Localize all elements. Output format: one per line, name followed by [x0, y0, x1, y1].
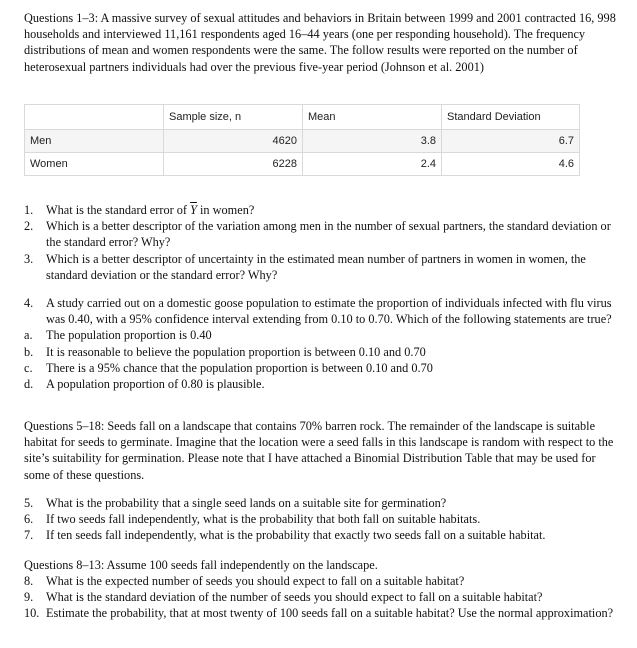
option-item [24, 360, 614, 376]
header-sample-size: Sample size, n [164, 105, 303, 130]
option-letter: b. [24, 344, 34, 359]
cell-mean: 3.8 [303, 130, 442, 153]
question-text: A study carried out on a domestic goose population to estimate the proportion of individuals infected with flu virus was 0.40, with a 95% confidence interval extending from 0.10 to 0.70. Which of the following statements are true? [46, 296, 612, 327]
option-letter: a. [24, 328, 33, 343]
question-text: If two seeds fall independently, what is the probability that both fall on suitable habitats. [46, 512, 481, 527]
table-row [25, 130, 580, 153]
table-header-row [25, 105, 580, 130]
list-item [24, 295, 614, 327]
seeds-intro-paragraph: Questions 5–18: Seeds fall on a landscape that contains 70% barren rock. The remainder of the landscape is suitable habitat for seeds to germinate. Imagine that the location were a seed falls in this landscape is random with respect to the site’s suitability for germination. Please note that I have attached a Binomial Distribution Table that may be used for some of these questions. [24, 419, 614, 482]
option-letter: c. [24, 360, 33, 375]
question-text [46, 202, 614, 218]
stats-table [24, 104, 580, 176]
header-group [25, 105, 164, 130]
questions-5-7 [24, 495, 614, 544]
intro-paragraph: Questions 1–3: A massive survey of sexual attitudes and behaviors in Britain between 1999 and 2001 contracted 16, 998 households and interviewed 11,161 respondents aged 16–44 years (one per responding household). The frequency distributions of mean and women respondents were the same. The follow results were reported on the number of heterosexual partners individuals had over the previous five-year period (Johnson et al. 2001) [24, 11, 616, 74]
cell-sd: 4.6 [442, 153, 580, 176]
question-text-post: in women? [196, 203, 255, 217]
cell-n: 6228 [164, 153, 303, 176]
header-mean: Mean [303, 105, 442, 130]
cell-sd: 6.7 [442, 130, 580, 153]
table-row [25, 153, 580, 176]
option-text: It is reasonable to believe the population proportion is between 0.10 and 0.70 [46, 344, 426, 359]
list-item [24, 218, 614, 250]
question-text: If ten seeds fall independently, what is the probability that exactly two seeds fall on a suitable habitat. [46, 528, 546, 543]
question-4 [24, 295, 614, 392]
question-number: 7. [24, 528, 34, 543]
questions-1-3 [24, 202, 614, 283]
option-text: There is a 95% chance that the population proportion is between 0.10 and 0.70 [46, 360, 433, 375]
questions-8-13-intro: Questions 8–13: Assume 100 seeds fall independently on the landscape. [24, 558, 378, 572]
question-text: What is the probability that a single seed lands on a suitable site for germination? [46, 496, 447, 510]
cell-n: 4620 [164, 130, 303, 153]
option-item [24, 344, 614, 360]
questions-8-10 [24, 573, 614, 622]
question-number: 8. [24, 574, 34, 588]
question-number: 9. [24, 590, 34, 605]
question-number: 6. [24, 512, 34, 527]
option-item [24, 376, 614, 392]
question-text: What is the expected number of seeds you should expect to fall on a suitable habitat? [46, 574, 465, 588]
option-text: The population proportion is 0.40 [46, 328, 212, 343]
y-bar-symbol: $\overline{Y}$ [190, 203, 197, 217]
question-text: Estimate the probability, that at most twenty of 100 seeds fall on a suitable habitat? Use the normal approximation? [46, 606, 614, 621]
question-number: 10. [24, 606, 40, 621]
list-item [24, 202, 614, 218]
list-item [24, 511, 614, 527]
cell-mean: 2.4 [303, 153, 442, 176]
list-item [24, 251, 614, 283]
option-letter: d. [24, 377, 34, 392]
question-number: 3. [24, 251, 34, 266]
question-number: 1. [24, 203, 34, 217]
question-text: Which is a better descriptor of the variation among men in the number of sexual partners, the standard deviation or the standard error? Why? [46, 219, 611, 250]
question-number: 4. [24, 296, 34, 310]
question-text-pre: What is the standard error of [46, 203, 191, 217]
cell-group: Women [25, 153, 164, 176]
list-item [24, 573, 614, 589]
question-text: What is the standard deviation of the number of seeds you should expect to fall on a suitable habitat? [46, 590, 543, 605]
list-item [24, 605, 614, 621]
option-item [24, 327, 614, 343]
question-text: Which is a better descriptor of uncertainty in the estimated mean number of partners in women in women, the standard deviation or the standard error? Why? [46, 251, 586, 282]
question-number: 5. [24, 496, 34, 510]
header-sd: Standard Deviation [442, 105, 580, 130]
cell-group: Men [25, 130, 164, 153]
question-number: 2. [24, 219, 34, 234]
option-text: A population proportion of 0.80 is plausible. [46, 377, 265, 392]
list-item [24, 527, 614, 543]
list-item [24, 495, 614, 511]
list-item [24, 589, 614, 605]
